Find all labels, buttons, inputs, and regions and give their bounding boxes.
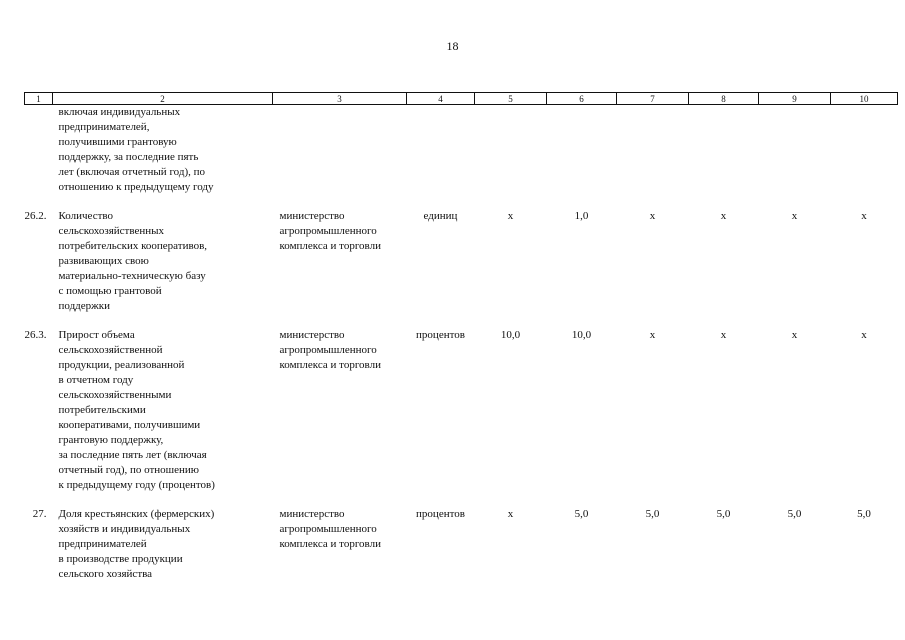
year-value: 5,0 — [574, 508, 589, 520]
responsible-line: комплекса и торговли — [279, 359, 381, 371]
indicator-table — [24, 92, 898, 582]
indicator-line: кооперативами, получившими — [58, 419, 201, 431]
year-value — [475, 105, 547, 196]
indicator-line: предпринимателей, — [58, 121, 150, 133]
indicator-line: Прирост объема — [58, 329, 135, 341]
year-value: х — [507, 508, 514, 520]
indicator-line: к предыдущему году (процентов) — [58, 479, 215, 491]
indicator-line: сельскохозяйственными — [58, 389, 172, 401]
responsible-line: агропромышленного — [279, 344, 377, 356]
indicator-line: отношению к предыдущему году — [58, 181, 214, 193]
table-body — [25, 105, 898, 583]
table-row — [25, 195, 898, 314]
indicator-line: в отчетном году — [58, 374, 134, 386]
column-header: 9 — [759, 93, 831, 105]
responsible-line: агропромышленного — [279, 523, 377, 535]
year-value: х — [720, 329, 727, 341]
indicator-line: Доля крестьянских (фермерских) — [58, 508, 215, 520]
column-number-header — [25, 93, 898, 105]
responsible-executor — [273, 314, 407, 493]
column-header: 4 — [407, 93, 475, 105]
indicator-line: сельского хозяйства — [58, 568, 153, 580]
unit-of-measure: процентов — [416, 329, 465, 341]
year-value: х — [649, 329, 656, 341]
responsible-line: министерство — [279, 329, 345, 341]
indicator-line: поддержку, за последние пять — [58, 151, 199, 163]
year-value: 5,0 — [857, 508, 871, 520]
row-number: 26.3. — [24, 329, 47, 341]
indicator-name — [53, 195, 273, 314]
year-value: х — [649, 210, 656, 222]
indicator-name — [53, 105, 273, 196]
column-header: 10 — [831, 93, 898, 105]
year-value: 5,0 — [787, 508, 802, 520]
page-number: 18 — [446, 39, 459, 53]
unit-of-measure: процентов — [416, 508, 465, 520]
column-header: 6 — [547, 93, 617, 105]
column-header: 7 — [617, 93, 689, 105]
responsible-executor — [273, 195, 407, 314]
column-header: 5 — [475, 93, 547, 105]
indicator-line: получившими грантовую — [58, 136, 177, 148]
row-number — [25, 105, 53, 196]
indicator-line: развивающих свою — [58, 255, 149, 267]
indicator-line: сельскохозяйственной — [58, 344, 163, 356]
indicator-line: Количество — [58, 210, 114, 222]
year-value: х — [861, 329, 867, 341]
unit-of-measure: единиц — [423, 210, 458, 222]
responsible-line: министерство — [279, 508, 345, 520]
table-row — [25, 105, 898, 196]
indicator-line: грантовую поддержку, — [58, 434, 164, 446]
year-value: 10,0 — [571, 329, 592, 341]
indicator-line: с помощью грантовой — [58, 285, 162, 297]
row-number: 27. — [32, 508, 47, 520]
column-header: 3 — [273, 93, 407, 105]
year-value: 5,0 — [716, 508, 731, 520]
year-value: 10,0 — [500, 329, 521, 341]
year-value — [617, 105, 689, 196]
year-value: 5,0 — [645, 508, 660, 520]
column-header: 8 — [689, 93, 759, 105]
responsible-line: министерство — [279, 210, 345, 222]
indicator-line: продукции, реализованной — [58, 359, 185, 371]
responsible-executor — [273, 493, 407, 582]
year-value: х — [791, 210, 798, 222]
year-value: х — [861, 210, 867, 222]
indicator-line: хозяйств и индивидуальных — [58, 523, 191, 535]
indicator-line: лет (включая отчетный год), по — [58, 166, 206, 178]
year-value: х — [720, 210, 727, 222]
indicator-line: поддержки — [58, 300, 110, 312]
column-header: 1 — [25, 93, 53, 105]
indicator-line: сельскохозяйственных — [58, 225, 165, 237]
column-header: 2 — [53, 93, 273, 105]
table-row — [25, 493, 898, 582]
responsible-line: агропромышленного — [279, 225, 377, 237]
indicator-name — [53, 493, 273, 582]
indicator-line: предпринимателей — [58, 538, 147, 550]
year-value — [547, 105, 617, 196]
responsible-executor — [273, 105, 407, 196]
responsible-line: комплекса и торговли — [279, 240, 381, 252]
unit-of-measure — [407, 105, 475, 196]
indicator-line: включая индивидуальных — [58, 106, 181, 118]
year-value — [759, 105, 831, 196]
year-value: 1,0 — [574, 210, 589, 222]
year-value: х — [791, 329, 798, 341]
year-value — [689, 105, 759, 196]
table-row — [25, 314, 898, 493]
indicator-line: отчетный год), по отношению — [58, 464, 200, 476]
year-value: х — [507, 210, 514, 222]
indicator-name — [53, 314, 273, 493]
indicator-line: потребительских кооперативов, — [58, 240, 208, 252]
responsible-line: комплекса и торговли — [279, 538, 381, 550]
year-value — [831, 105, 898, 196]
indicator-line: материально-техническую базу — [58, 270, 206, 282]
indicator-line: в производстве продукции — [58, 553, 183, 565]
indicator-line: за последние пять лет (включая — [58, 449, 207, 461]
row-number: 26.2. — [24, 210, 47, 222]
indicator-line: потребительскими — [58, 404, 146, 416]
